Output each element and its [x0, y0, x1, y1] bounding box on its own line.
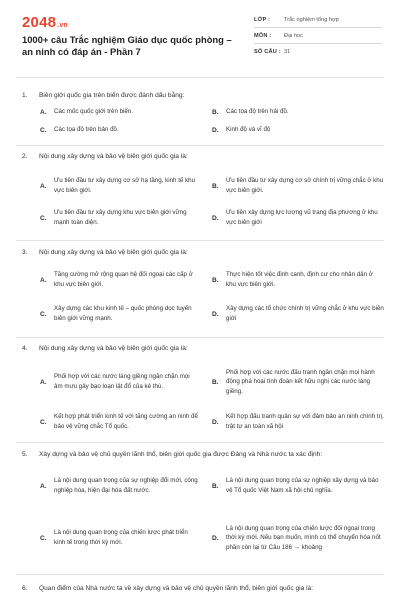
option-letter: C. [40, 310, 47, 318]
option-text: Xây dựng các khu kinh tế – quốc phòng dọc tuyến biên giới vững mạnh. [54, 305, 192, 322]
option-text: Phối hợp với các nước đấu tranh ngăn chặn mọi hành động phá hoại tình đoàn kết hữu nghị các nước láng giềng. [226, 368, 375, 395]
section-divider [16, 442, 384, 443]
option-a[interactable] [40, 172, 198, 200]
question-number: 5. [22, 451, 28, 458]
option-text: Các tọa độ trên bản đồ. [54, 126, 119, 134]
question-stem [22, 584, 382, 593]
option-b[interactable] [212, 466, 384, 506]
question-text: Nội dung xây dựng và bảo vệ biên giới quốc gia là: [39, 153, 188, 160]
meta-row-question-count [254, 44, 382, 60]
option-text: Thực hiện tốt việc định canh, định cư cho nhân dân ở khu vực biên giới. [226, 271, 373, 288]
question-stem [22, 248, 382, 257]
question-text: Nội dung xây dựng và bảo vệ biên giới quốc gia là: [39, 249, 188, 256]
page-header [0, 0, 400, 76]
option-letter: C. [40, 534, 47, 542]
question-text: Quan điểm của Nhà nước ta về xây dựng và bảo vệ chủ quyền lãnh thổ, biên giới quốc gia là: [39, 585, 314, 592]
meta-value: Trắc nghiệm tổng hợp [284, 16, 339, 23]
option-d[interactable] [212, 204, 384, 232]
section-divider [16, 77, 384, 78]
option-d[interactable] [212, 300, 384, 328]
option-text: Phối hợp với các nước láng giềng ngăn chặn mọi âm mưu gây bạo loạn lật đổ của kẻ thù. [54, 373, 190, 390]
question-text: Xây dựng và bảo vệ chủ quyền lãnh thổ, biên giới quốc gia được Đảng và Nhà nước ta xác định: [39, 451, 323, 458]
question-number: 3. [22, 249, 28, 256]
option-text: Kết hợp phát triển kinh tế với tăng cường an ninh để bảo vệ vững chắc Tổ quốc. [54, 413, 198, 430]
option-letter: D. [212, 310, 219, 318]
meta-key: SỐ CÂU : [254, 49, 281, 55]
logo-main-text: 2048 [22, 14, 57, 31]
option-letter: B. [212, 378, 219, 386]
option-d[interactable] [212, 512, 384, 564]
option-letter: A. [40, 482, 47, 490]
site-logo[interactable] [22, 14, 68, 31]
option-text: Ưu tiên đầu tư xây dựng khu vực biên giới vững mạnh toàn diện. [54, 209, 187, 226]
question-number: 4. [22, 345, 28, 352]
option-letter: C. [40, 126, 47, 134]
logo-suffix-text: .vn [57, 22, 68, 29]
question-text: Biên giới quốc gia trên biển được đánh dấu bằng: [39, 92, 185, 99]
section-divider [16, 240, 384, 241]
question-number: 1. [22, 92, 28, 99]
option-a[interactable] [40, 266, 198, 294]
option-b[interactable] [212, 172, 384, 200]
question-stem [22, 152, 382, 161]
meta-value: Đại học [284, 32, 303, 39]
option-b[interactable] [212, 103, 384, 121]
question-stem [22, 450, 382, 459]
option-d[interactable] [212, 408, 384, 436]
option-letter: A. [40, 378, 47, 386]
option-letter: D. [212, 534, 219, 542]
option-text: Các tọa độ trên hải đồ. [226, 108, 289, 116]
question-stem [22, 344, 382, 353]
option-c[interactable] [40, 204, 198, 232]
option-c[interactable] [40, 121, 198, 139]
meta-key: MÔN : [254, 32, 272, 39]
question-text: Nội dung xây dựng và bảo vệ biên giới quốc gia là: [39, 345, 188, 352]
option-text: Xây dựng các tổ chức chính trị vững chắc ở khu vực biên giới [226, 305, 384, 322]
meta-row-subject [254, 28, 382, 44]
section-divider [16, 574, 384, 575]
option-letter: B. [212, 482, 219, 490]
option-letter: A. [40, 108, 47, 116]
question-number: 6. [22, 585, 28, 592]
option-letter: C. [40, 418, 47, 426]
option-text: Là nội dung quan trọng của chiến lược phát triển kinh tế trong thời kỳ mới. [54, 529, 188, 546]
section-divider [16, 145, 384, 146]
option-letter: D. [212, 214, 219, 222]
option-text: Kết hợp đấu tranh quân sự với đảm bảo an ninh chính trị, trật tự an toàn xã hội [226, 413, 384, 430]
option-letter: C. [40, 214, 47, 222]
question-number: 2. [22, 153, 28, 160]
option-text: Tăng cường mở rộng quan hệ đối ngoại các cấp ở khu vực biên giới. [54, 271, 193, 288]
option-a[interactable] [40, 466, 198, 506]
option-d[interactable] [212, 121, 384, 139]
option-letter: D. [212, 126, 219, 134]
option-letter: A. [40, 182, 47, 190]
meta-value: 31 [284, 49, 291, 55]
option-c[interactable] [40, 512, 198, 564]
section-divider [16, 337, 384, 338]
option-text: Ưu tiên xây dựng lực lượng vũ trang địa phương ở khu vực biên giới [226, 209, 378, 226]
option-b[interactable] [212, 362, 384, 402]
option-a[interactable] [40, 362, 198, 402]
option-c[interactable] [40, 300, 198, 328]
option-letter: B. [212, 276, 219, 284]
option-text: Ưu tiên đầu tư xây dựng cơ sở hạ tầng, kinh tế khu vực biên giới. [54, 177, 196, 194]
option-letter: B. [212, 182, 219, 190]
option-b[interactable] [212, 266, 384, 294]
option-letter: D. [212, 418, 219, 426]
option-letter: B. [212, 108, 219, 116]
option-text: Là nội dung quan trọng của chiến lược đối ngoại trong thời kỳ mới. Nếu bạn muốn, mình có thể chuyển hóa nốt phần còn lại từ Câu 186 → khoảng [226, 524, 381, 551]
question-stem [22, 91, 382, 100]
option-a[interactable] [40, 103, 198, 121]
option-text: Ưu tiên đầu tư xây dựng cơ sở chính trị vững chắc ở khu vực biên giới. [226, 177, 384, 194]
option-text: Kinh độ và vĩ độ [226, 126, 271, 134]
option-text: Các mốc quốc giới trên biển. [54, 108, 134, 116]
meta-key: LỚP : [254, 16, 271, 23]
meta-info-box [254, 12, 382, 60]
option-c[interactable] [40, 408, 198, 436]
option-letter: A. [40, 276, 47, 284]
option-text: Là nội dung quan trọng của sự nghiệp xây dựng và bảo vệ Tổ quốc Việt Nam xã hội chủ nghĩa. [226, 477, 379, 494]
document-title: 1000+ câu Trắc nghiệm Giáo dục quốc phòng – an ninh có đáp án - Phần 7 [22, 34, 232, 57]
meta-row-class [254, 12, 382, 28]
option-text: Là nội dung quan trọng của sự nghiệp đổi mới, công nghiệp hóa, hiện đại hóa đất nước. [54, 477, 198, 494]
